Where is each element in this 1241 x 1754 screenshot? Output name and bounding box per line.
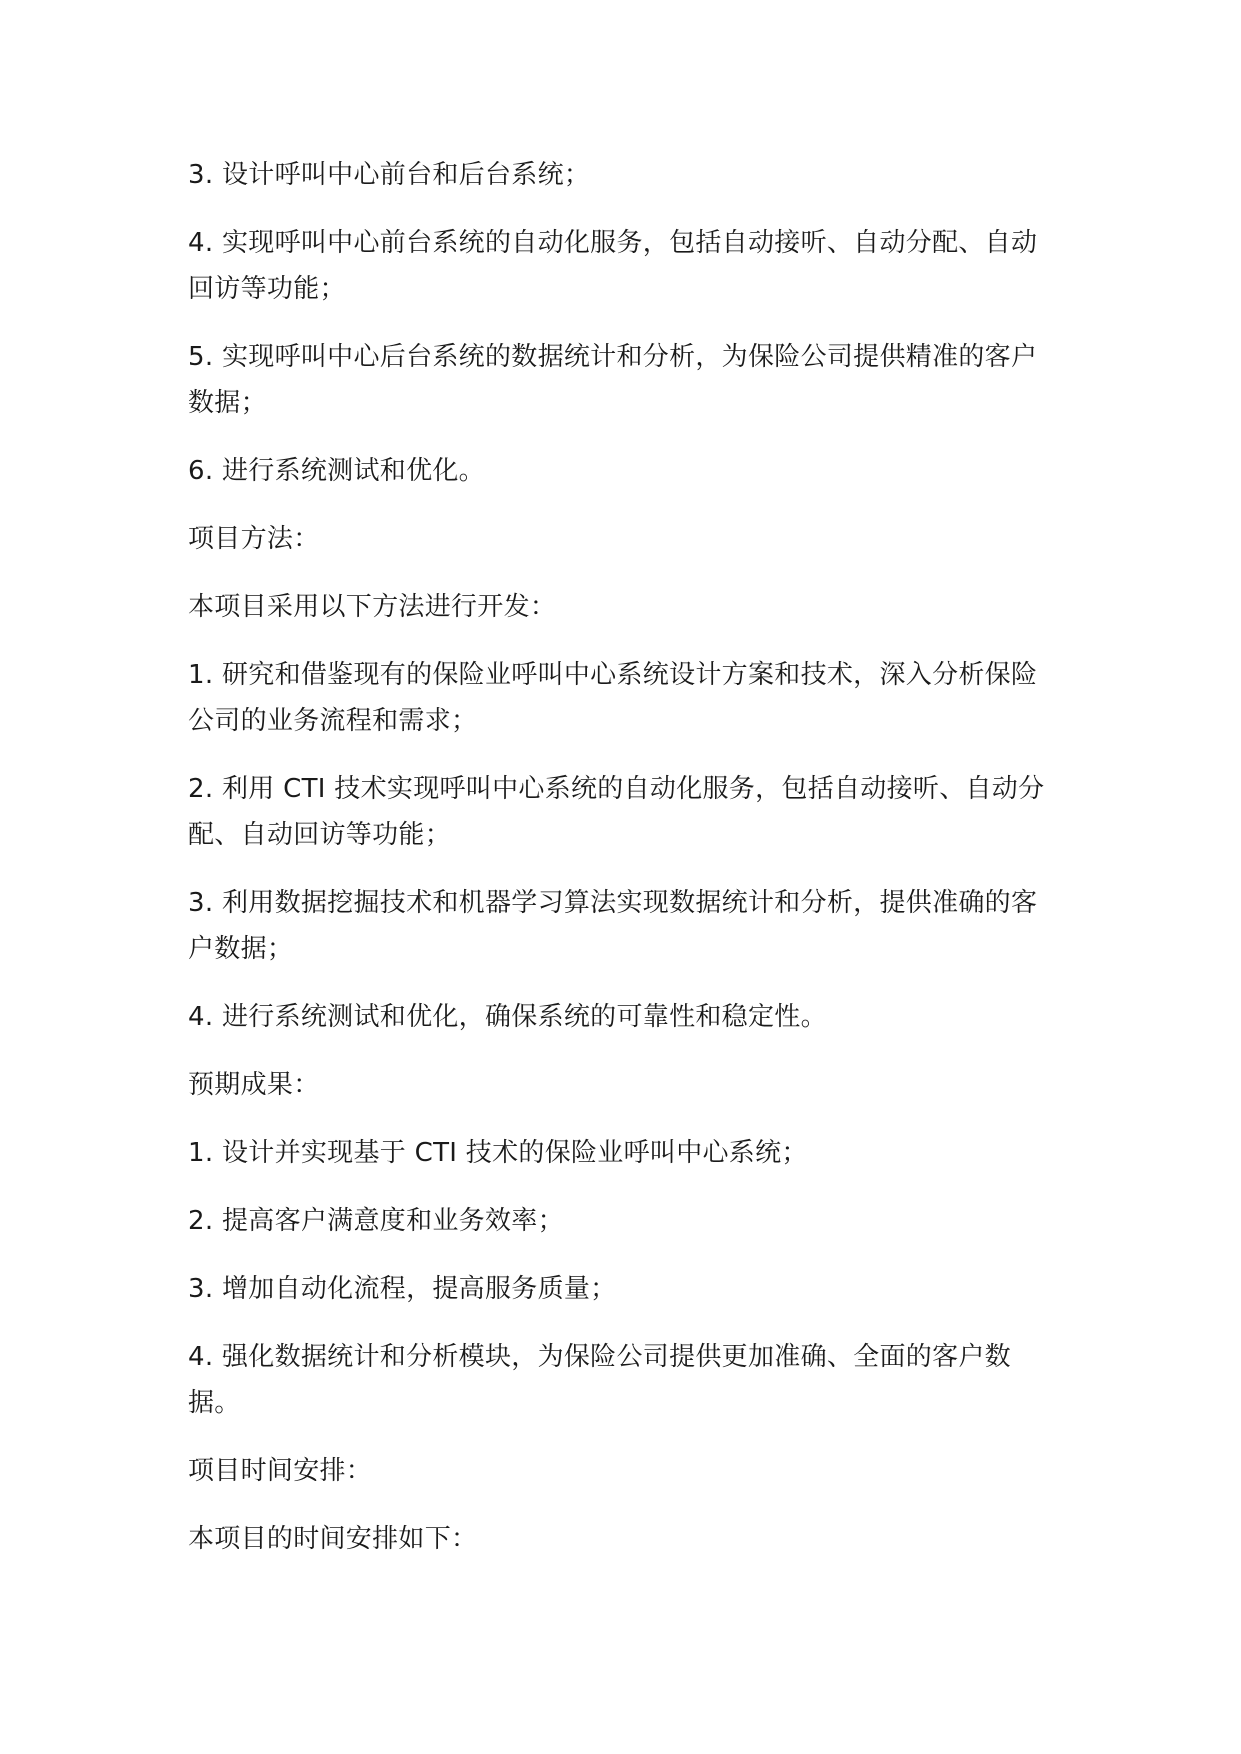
section-heading-methods: 项目方法： [188,524,320,554]
paragraph-schedule-intro: 本项目的时间安排如下： [188,1524,478,1554]
paragraph-task-6: 6. 进行系统测试和优化。 [188,456,485,486]
section-heading-schedule: 项目时间安排： [188,1456,373,1486]
paragraph-task-4: 4. 实现呼叫中心前台系统的自动化服务，包括自动接听、自动分配、自动回访等功能； [188,228,1038,304]
paragraph-outcome-4: 4. 强化数据统计和分析模块，为保险公司提供更加准确、全面的客户数据。 [188,1342,1011,1418]
paragraph-method-3: 3. 利用数据挖掘技术和机器学习算法实现数据统计和分析，提供准确的客户数据； [188,888,1038,964]
paragraph-task-3: 3. 设计呼叫中心前台和后台系统； [188,160,591,190]
paragraph-task-5: 5. 实现呼叫中心后台系统的数据统计和分析，为保险公司提供精准的客户数据； [188,342,1038,418]
section-heading-outcomes: 预期成果： [188,1070,320,1100]
paragraph-outcome-2: 2. 提高客户满意度和业务效率； [188,1206,564,1236]
paragraph-method-4: 4. 进行系统测试和优化，确保系统的可靠性和稳定性。 [188,1002,827,1032]
paragraph-method-1: 1. 研究和借鉴现有的保险业呼叫中心系统设计方案和技术，深入分析保险公司的业务流程和需求； [188,660,1038,736]
paragraph-methods-intro: 本项目采用以下方法进行开发： [188,592,557,622]
paragraph-outcome-3: 3. 增加自动化流程，提高服务质量； [188,1274,617,1304]
document-body [188,152,1048,1584]
paragraph-outcome-1: 1. 设计并实现基于 CTI 技术的保险业呼叫中心系统； [188,1138,808,1168]
paragraph-method-2: 2. 利用 CTI 技术实现呼叫中心系统的自动化服务，包括自动接听、自动分配、自动回访等功能； [188,774,1045,850]
